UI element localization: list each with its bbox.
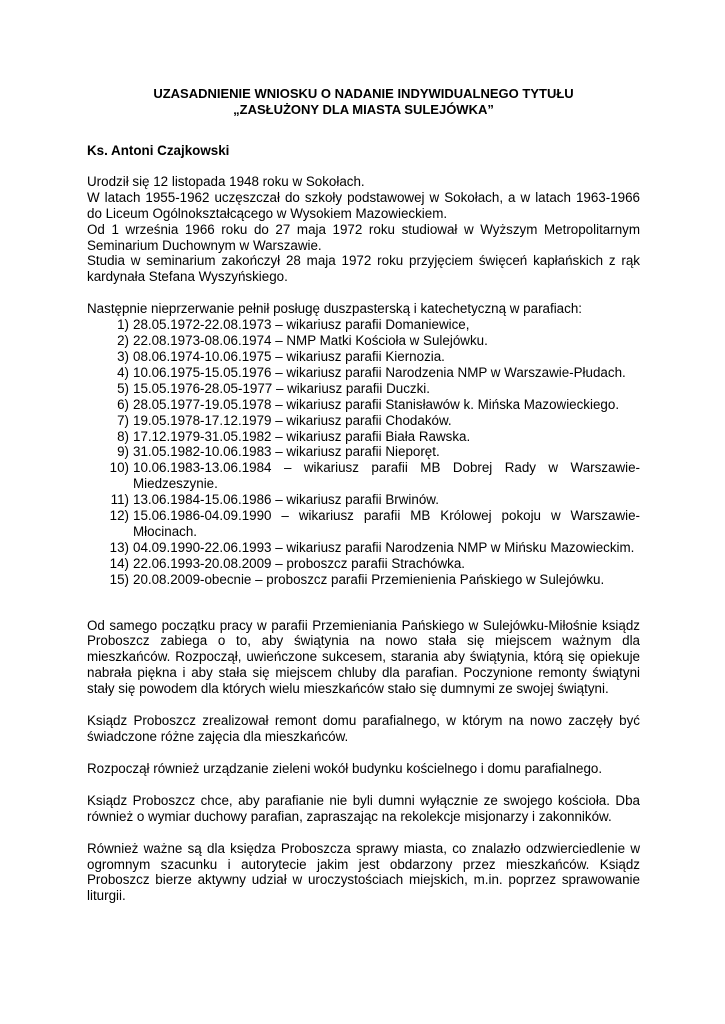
bio-line: Studia w seminarium zakończył 28 maja 1972 roku przyjęciem święceń kapłańskich z rąk kardynała Stefana Wyszyńskiego. [87,253,640,285]
list-number: 4) [117,364,129,380]
list-item [87,460,640,492]
list-text: 28.05.1972-22.08.1973 – wikariusz parafii Domaniewice, [133,317,470,333]
list-item [87,429,640,445]
list-text: 22.08.1973-08.06.1974 – NMP Matki Kościoła w Sulejówku. [133,333,488,349]
list-item [87,365,640,381]
list-text: 15.06.1986-04.09.1990 – wikariusz parafii MB Królowej pokoju w Warszawie-Młocinach. [133,508,640,539]
list-item [87,444,640,460]
list-text: 28.05.1977-19.05.1978 – wikariusz parafii Stanisławów k. Mińska Mazowieckiego. [133,396,620,412]
list-number: 15) [109,571,129,587]
list-item [87,349,640,365]
list-number: 6) [117,396,129,412]
title-line-1: UZASADNIENIE WNIOSKU O NADANIE INDYWIDUALNEGO TYTUŁU [153,86,574,101]
list-text: 04.09.1990-22.06.1993 – wikariusz parafii Narodzenia NMP w Mińsku Mazowieckim. [133,539,635,555]
body-paragraph: Ksiądz Proboszcz zrealizował remont domu parafialnego, w którym na nowo zaczęły być świadczone różne zajęcia dla mieszkańców. [87,713,640,744]
bio-line: W latach 1955-1962 uczęszczał do szkoły podstawowej w Sokołach, a w latach 1963-1966 do Liceum Ogólnokształcącego w Wysokiem Mazowieckiem. [87,189,640,221]
list-item [87,556,640,572]
list-text: 08.06.1974-10.06.1975 – wikariusz parafii Kiernozia. [133,348,445,364]
list-number: 2) [117,333,129,349]
body-paragraph: Ksiądz Proboszcz chce, aby parafianie nie byli dumni wyłącznie ze swojego kościoła. Dba również o wymiar duchowy parafian, zapraszając na rekolekcje misjonarzy i zakonników. [87,792,640,824]
list-item [87,508,640,540]
list-item [87,397,640,413]
list-item [87,413,640,429]
list-number: 7) [117,412,129,428]
list-text: 17.12.1979-31.05.1982 – wikariusz parafii Biała Rawska. [133,428,471,444]
author-name: Ks. Antoni Czajkowski [87,143,230,158]
list-text: 15.05.1976-28.05-1977 – wikariusz parafii Duczki. [133,380,430,396]
bio-line: Od 1 września 1966 roku do 27 maja 1972 roku studiował w Wyższym Metropolitarnym Seminarium Duchownym w Warszawie. [87,221,640,253]
list-text: 20.08.2009-obecnie – proboszcz parafii Przemienienia Pańskiego w Sulejówku. [133,571,605,587]
document-page [87,86,640,904]
biography [87,174,640,285]
list-text: 10.06.1983-13.06.1984 – wikariusz parafii MB Dobrej Rady w Warszawie-Miedzeszynie. [133,460,640,492]
list-text: 19.05.1978-17.12.1979 – wikariusz parafii Chodaków. [133,412,452,428]
list-number: 10) [109,460,129,476]
parishes-intro: Następnie nieprzerwanie pełnił posługę duszpasterską i katechetyczną w parafiach: [87,301,582,317]
body-paragraph: Rozpoczął również urządzanie zieleni wokół budynku kościelnego i domu parafialnego. [87,760,603,776]
list-number: 14) [109,555,129,571]
list-text: 22.06.1993-20.08.2009 – proboszcz parafii Strachówka. [133,555,466,571]
bio-line: Urodził się 12 listopada 1948 roku w Sokołach. [87,173,365,189]
list-number: 9) [117,444,129,460]
list-item [87,333,640,349]
body-paragraph: Od samego początku pracy w parafii Przemieniania Pańskiego w Sulejówku-Miłośnie ksiądz Proboszcz zabiega o to, aby świątynia na nowo stała się miejscem ważnym dla mieszkańców. Rozpoczął, uwieńczone sukcesem, starania aby świątynia, którą się opiekuje nabrała piękna i aby stała się miejscem chluby dla parafian. Poczynione remonty świątyni stały się powodem dla których wielu mieszkańców stało się dumnymi ze swojej świątyni. [87,617,640,697]
list-number: 13) [109,539,129,555]
parish-list [87,317,640,587]
list-number: 11) [110,492,129,508]
list-item [87,492,640,508]
list-item [87,572,640,588]
body-paragraph: Również ważne są dla księdza Proboszcza sprawy miasta, co znalazło odzwierciedlenie w ogromnym szacunku i autorytecie jakim jest obdarzony przez mieszkańców. Ksiądz Proboszcz bierze aktywny udział w uroczystościach miejskich, m.in. poprzez sprawowanie liturgii. [87,840,640,904]
list-text: 10.06.1975-15.05.1976 – wikariusz parafii Narodzenia NMP w Warszawie-Płudach. [133,364,626,380]
list-text: 31.05.1982-10.06.1983 – wikariusz parafii Nieporęt. [133,444,440,460]
list-number: 3) [117,348,129,364]
list-item [87,381,640,397]
list-item [87,317,640,333]
list-number: 8) [117,428,129,444]
title-line-2: „ZASŁUŻONY DLA MIASTA SULEJÓWKA” [233,102,494,117]
list-text: 13.06.1984-15.06.1986 – wikariusz parafii Brwinów. [133,492,439,508]
list-number: 5) [117,380,129,396]
list-number: 1) [117,317,129,333]
list-item [87,540,640,556]
document-title [87,86,640,118]
list-number: 12) [109,508,129,524]
